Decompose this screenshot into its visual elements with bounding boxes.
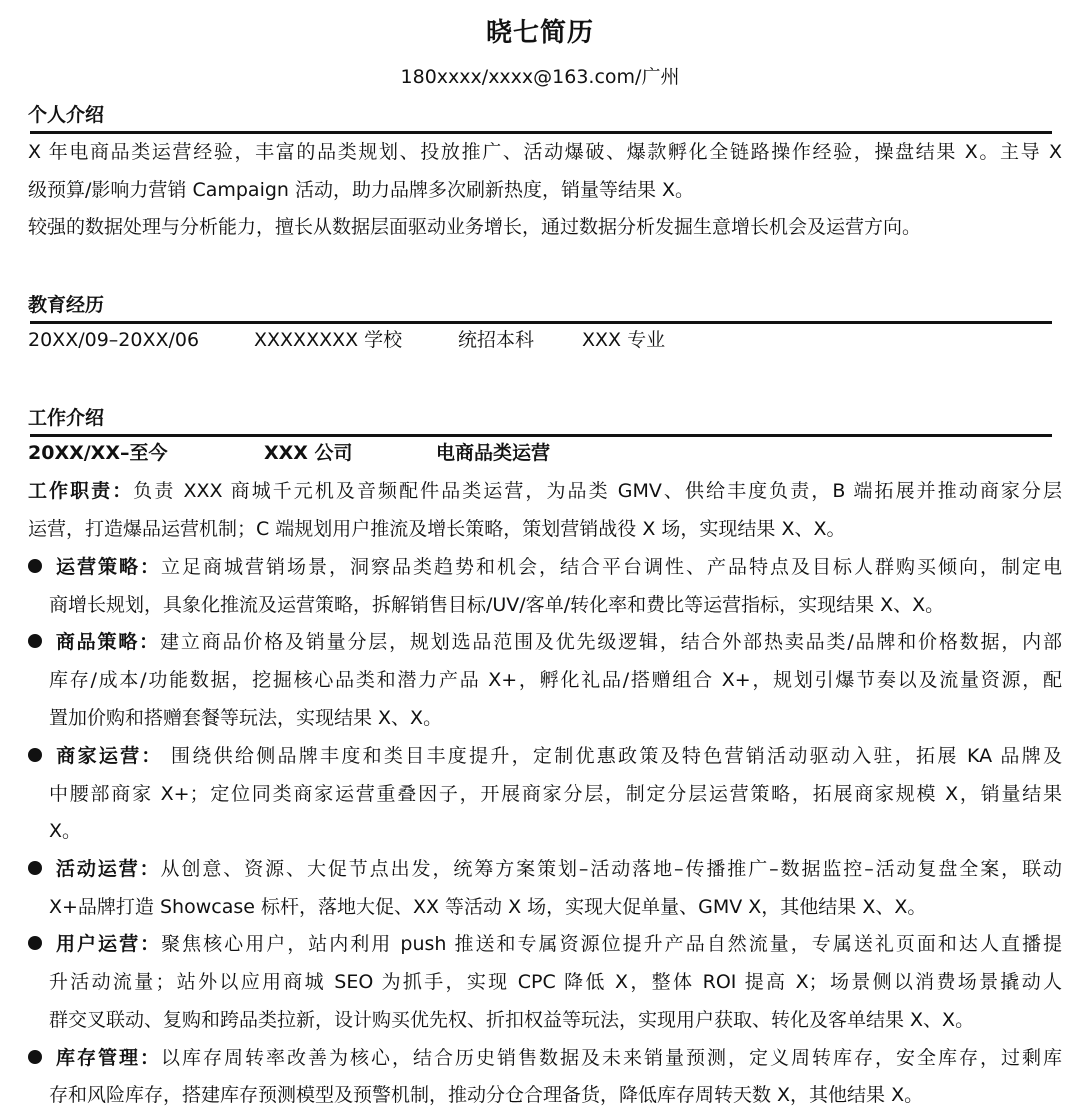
education-major: XXX 专业 xyxy=(582,329,666,351)
education-school: XXXXXXXX 学校 xyxy=(254,329,403,351)
education-row xyxy=(28,321,1062,359)
bullet-icon xyxy=(28,634,42,648)
bullet-item xyxy=(28,850,1062,888)
bullet-text: 库存/成本/功能数据，挖掘核心品类和潜力产品 X+，孵化礼品/搭赠组合 X+，规划引爆节奏以及流量资源，配 xyxy=(49,669,1062,691)
bullet-icon xyxy=(28,559,42,573)
education-degree: 统招本科 xyxy=(458,329,535,351)
contact-info: 180xxxx/xxxx@163.com/广州 xyxy=(400,66,680,88)
bullet-label: 活动运营： xyxy=(54,858,161,880)
bullet-label: 用户运营： xyxy=(54,933,162,955)
bullet-text: 从创意、资源、大促节点出发，统筹方案策划–活动落地–传播推广–数据监控–活动复盘全案，联动 xyxy=(160,858,1062,880)
bullet-text: 建立商品价格及销量分层，规划选品范围及优先级逻辑，结合外部热卖品类/品牌和价格数据，内部 xyxy=(159,631,1062,653)
bullet-item xyxy=(28,925,1062,963)
bullet-item xyxy=(28,1039,1062,1077)
bullet-icon xyxy=(28,748,42,762)
bullet-text: X。 xyxy=(49,820,82,842)
intro-line: X 年电商品类运营经验，丰富的品类规划、投放推广、活动爆破、爆款孵化全链路操作经验，操盘结果 X。主导 X xyxy=(28,141,1062,163)
job-row xyxy=(28,434,1062,472)
bullet-item xyxy=(28,548,1062,586)
duty-text: 负责 XXX 商城千元机及音频配件品类运营，为品类 GMV、供给丰度负责，B 端拓展并推动商家分层 xyxy=(133,480,1062,502)
duty-label: 工作职责： xyxy=(28,480,134,502)
job-period: 20XX/XX–至今 xyxy=(28,442,168,464)
bullet-icon xyxy=(28,936,42,950)
bullet-text: 立足商城营销场景，洞察品类趋势和机会，结合平台调性、产品特点及目标人群购买倾向，制定电 xyxy=(161,556,1062,578)
bullet-label: 库存管理： xyxy=(54,1047,161,1069)
duty-line xyxy=(28,472,1062,510)
duty-line: 运营，打造爆品运营机制；C 端规划用户推流及增长策略，策划营销战役 X 场，实现结果 X、X。 xyxy=(28,518,846,540)
resume-title: 晓七简历 xyxy=(485,18,594,48)
intro-line: 较强的数据处理与分析能力，擅长从数据层面驱动业务增长，通过数据分析发掘生意增长机会及运营方向。 xyxy=(28,216,922,238)
bullet-text: 围绕供给侧品牌丰度和类目丰度提升，定制优惠政策及特色营销活动驱动入驻，拓展 KA 品牌及 xyxy=(162,745,1062,767)
bullet-text: 群交叉联动、复购和跨品类拉新，设计购买优先权、折扣权益等玩法，实现用户获取、转化及客单结果 X、X。 xyxy=(49,1009,975,1031)
bullet-label: 商品策略： xyxy=(54,631,160,653)
work-heading: 工作介绍 xyxy=(28,407,105,429)
bullet-item xyxy=(28,623,1062,661)
bullet-icon xyxy=(28,861,42,875)
bullet-text: 置加价购和搭赠套餐等玩法，实现结果 X、X。 xyxy=(49,707,443,729)
bullet-label: 商家运营： xyxy=(54,745,163,767)
bullet-text: X+品牌打造 Showcase 标杆，落地大促、XX 等活动 X 场，实现大促单量、GMV X，其他结果 X、X。 xyxy=(49,896,927,918)
intro-heading: 个人介绍 xyxy=(28,104,105,126)
bullet-text: 存和风险库存，搭建库存预测模型及预警机制，推动分仓合理备货，降低库存周转天数 X，其他结果 X。 xyxy=(49,1084,924,1106)
bullet-item xyxy=(28,737,1062,775)
job-company: XXX 公司 xyxy=(264,442,353,464)
bullet-text: 商增长规划，具象化推流及运营策略，拆解销售目标/UV/客单/转化率和费比等运营指标，实现结果 X、X。 xyxy=(49,594,945,616)
intro-line: 级预算/影响力营销 Campaign 活动，助力品牌多次刷新热度，销量等结果 X。 xyxy=(28,179,695,201)
bullet-label: 运营策略： xyxy=(54,556,161,578)
bullet-text: 以库存周转率改善为核心，结合历史销售数据及未来销量预测，定义周转库存，安全库存，过剩库 xyxy=(161,1047,1062,1069)
bullet-text: 聚焦核心用户，站内利用 push 推送和专属资源位提升产品自然流量，专属送礼页面和达人直播提 xyxy=(161,933,1062,955)
bullet-text: 中腰部商家 X+；定位同类商家运营重叠因子，开展商家分层，制定分层运营策略，拓展商家规模 X，销量结果 xyxy=(49,783,1062,805)
education-period: 20XX/09–20XX/06 xyxy=(28,329,200,351)
education-heading: 教育经历 xyxy=(28,294,105,316)
bullet-icon xyxy=(28,1050,42,1064)
bullet-text: 升活动流量；站外以应用商城 SEO 为抓手，实现 CPC 降低 X，整体 ROI 提高 X；场景侧以消费场景撬动人 xyxy=(49,971,1062,993)
job-role: 电商品类运营 xyxy=(436,442,551,464)
